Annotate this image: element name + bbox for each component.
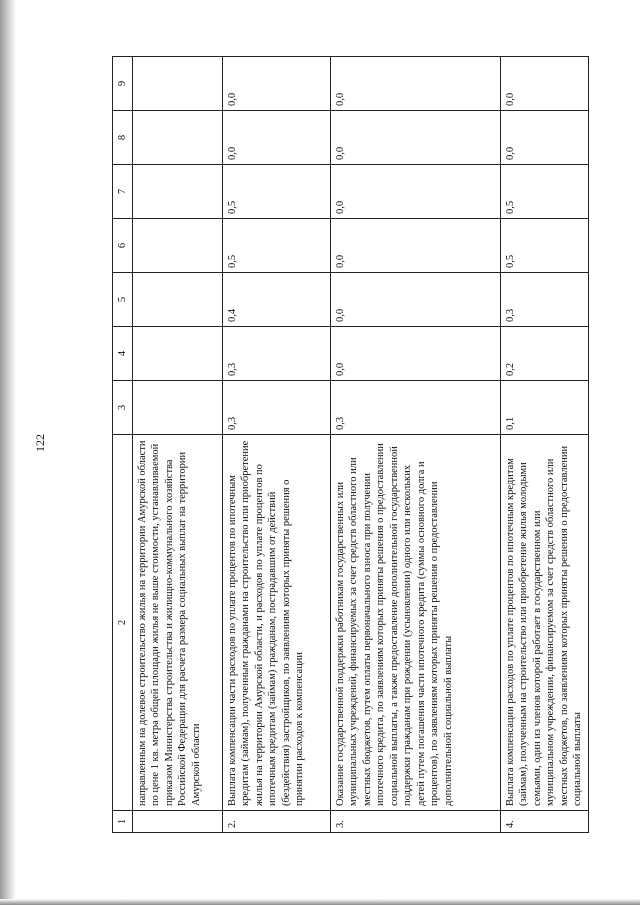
value-cell: 0,3 xyxy=(501,273,589,327)
value-cell xyxy=(133,327,223,381)
scan-bottom-shadow xyxy=(0,899,640,905)
value-cell xyxy=(133,165,223,219)
value-cell: 0,5 xyxy=(223,165,331,219)
header-cell-8: 8 xyxy=(113,111,133,165)
row-description: направленным на долевое строительство жилья на территории Амурской области по цене 1 кв. метра общей площади жилья не выше стоимости, устанавливаемой приказом Министерства строительства и жилищно-коммунального хозяйства Российской Федерации для расчета размера социальных выплат на территории Амурской области xyxy=(133,435,223,811)
value-cell: 0,0 xyxy=(331,165,501,219)
value-cell: 0,5 xyxy=(501,219,589,273)
value-cell: 0,5 xyxy=(501,165,589,219)
value-cell: 0,0 xyxy=(331,219,501,273)
row-description: Оказание государственной поддержки работникам государственных или муниципальных учреждений, финансируемых за счет средств областного или местных бюджетов, путем оплаты первоначального взноса при получении ипотечного кредита, по заявлениям которых приняты решения о предоставлении социальной выплаты, а также предоставление дополнительной государственной поддержки гражданам при рождении (усыновлении) одного или нескольких детей путем погашения части ипотечного кредита (суммы основного долга и процентов), по заявлениям которых приняты решения о предоставлении дополнительной социальной выплаты xyxy=(331,435,501,811)
value-cell: 0,0 xyxy=(223,111,331,165)
row-number: 2. xyxy=(223,811,331,833)
row-description: Выплата компенсации расходов по уплате процентов по ипотечным кредитам (займам), полученным на строительство или приобретение жилья молодыми семьями, один из членов которой работает в государственном или муниципальном учреждении, финансируемом за счет средств областного или местных бюджетов, по заявлениям которых приняты решения о предоставлении социальной выплаты xyxy=(501,435,589,811)
value-cell: 0,0 xyxy=(223,57,331,111)
value-cell xyxy=(133,273,223,327)
value-cell: 0,0 xyxy=(501,111,589,165)
table-row-2 xyxy=(223,57,331,833)
value-cell xyxy=(133,57,223,111)
header-cell-5: 5 xyxy=(113,273,133,327)
value-cell: 0,4 xyxy=(223,273,331,327)
header-cell-7: 7 xyxy=(113,165,133,219)
page-number: 122 xyxy=(33,434,47,452)
table-row-continuation xyxy=(133,57,223,833)
value-cell xyxy=(133,381,223,435)
value-cell xyxy=(133,219,223,273)
data-table xyxy=(112,56,589,833)
rotated-table-container xyxy=(112,57,584,833)
header-cell-1: 1 xyxy=(113,811,133,833)
header-cell-4: 4 xyxy=(113,327,133,381)
row-number: 3. xyxy=(331,811,501,833)
value-cell: 0,3 xyxy=(331,381,501,435)
value-cell: 0,5 xyxy=(223,219,331,273)
value-cell: 0,0 xyxy=(331,57,501,111)
value-cell: 0,1 xyxy=(501,381,589,435)
value-cell: 0,3 xyxy=(223,327,331,381)
table-row-4 xyxy=(501,57,589,833)
value-cell: 0,0 xyxy=(331,111,501,165)
value-cell xyxy=(133,111,223,165)
row-number: 4. xyxy=(501,811,589,833)
scan-edge-shadow xyxy=(0,0,16,905)
value-cell: 0,0 xyxy=(331,327,501,381)
row-description: Выплата компенсации части расходов по уплате процентов по ипотечным кредитам (займам), полученным гражданами на строительство или приобретение жилья на территории Амурской области, и расходов по уплате процентов по ипотечным кредитам (займам) гражданам, пострадавшим от действий (бездействия) застройщиков, по заявлениям которых приняты решения о принятии расходов к компенсации xyxy=(223,435,331,811)
table-row-3 xyxy=(331,57,501,833)
header-cell-2: 2 xyxy=(113,435,133,811)
header-cell-6: 6 xyxy=(113,219,133,273)
value-cell: 0,3 xyxy=(223,381,331,435)
value-cell: 0,0 xyxy=(501,57,589,111)
header-cell-3: 3 xyxy=(113,381,133,435)
header-row xyxy=(113,57,133,833)
value-cell: 0,2 xyxy=(501,327,589,381)
row-number xyxy=(133,811,223,833)
value-cell: 0,0 xyxy=(331,273,501,327)
header-cell-9: 9 xyxy=(113,57,133,111)
